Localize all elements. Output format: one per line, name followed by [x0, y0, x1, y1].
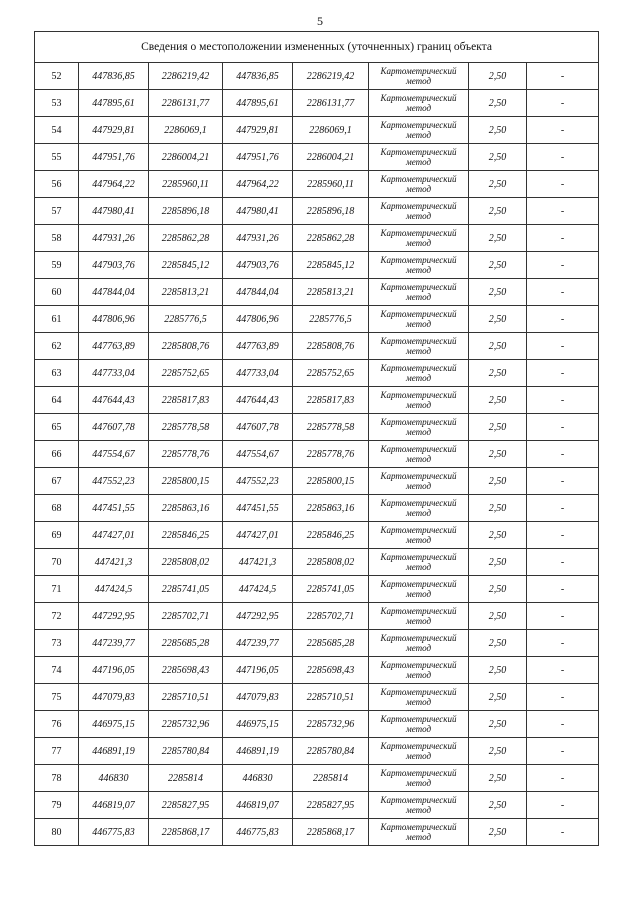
note-cell: -: [527, 792, 599, 819]
table-row: [35, 468, 599, 495]
method-cell: Картометрический метод: [369, 738, 469, 765]
accuracy-cell: 2,50: [469, 306, 527, 333]
table-row: [35, 657, 599, 684]
refined-x: 447552,23: [223, 468, 293, 495]
refined-y: 2285778,76: [293, 441, 369, 468]
existing-x: 447763,89: [79, 333, 149, 360]
accuracy-cell: 2,50: [469, 576, 527, 603]
method-cell: Картометрический метод: [369, 819, 469, 846]
method-cell: Картометрический метод: [369, 90, 469, 117]
point-number: 56: [35, 171, 79, 198]
accuracy-cell: 2,50: [469, 657, 527, 684]
table-row: [35, 279, 599, 306]
note-cell: -: [527, 333, 599, 360]
refined-y: 2285808,76: [293, 333, 369, 360]
method-cell: Картометрический метод: [369, 441, 469, 468]
note-cell: -: [527, 765, 599, 792]
method-cell: Картометрический метод: [369, 765, 469, 792]
existing-y: 2285862,28: [149, 225, 223, 252]
accuracy-cell: 2,50: [469, 684, 527, 711]
table-row: [35, 603, 599, 630]
existing-y: 2285846,25: [149, 522, 223, 549]
method-cell: Картометрический метод: [369, 495, 469, 522]
accuracy-cell: 2,50: [469, 360, 527, 387]
existing-y: 2286131,77: [149, 90, 223, 117]
refined-x: 447903,76: [223, 252, 293, 279]
existing-y: 2285800,15: [149, 468, 223, 495]
refined-x: 447554,67: [223, 441, 293, 468]
method-cell: Картометрический метод: [369, 279, 469, 306]
point-number: 75: [35, 684, 79, 711]
method-cell: Картометрический метод: [369, 684, 469, 711]
table-body: [35, 32, 599, 846]
refined-y: 2285698,43: [293, 657, 369, 684]
method-cell: Картометрический метод: [369, 225, 469, 252]
method-cell: Картометрический метод: [369, 549, 469, 576]
refined-y: 2285868,17: [293, 819, 369, 846]
accuracy-cell: 2,50: [469, 738, 527, 765]
refined-y: 2286131,77: [293, 90, 369, 117]
existing-x: 447644,43: [79, 387, 149, 414]
refined-x: 447427,01: [223, 522, 293, 549]
table-row: [35, 306, 599, 333]
accuracy-cell: 2,50: [469, 549, 527, 576]
note-cell: -: [527, 198, 599, 225]
refined-y: 2285863,16: [293, 495, 369, 522]
table-row: [35, 792, 599, 819]
table-row: [35, 549, 599, 576]
point-number: 77: [35, 738, 79, 765]
accuracy-cell: 2,50: [469, 171, 527, 198]
refined-y: 2285741,05: [293, 576, 369, 603]
accuracy-cell: 2,50: [469, 603, 527, 630]
point-number: 69: [35, 522, 79, 549]
refined-x: 446830: [223, 765, 293, 792]
accuracy-cell: 2,50: [469, 279, 527, 306]
refined-y: 2286219,42: [293, 63, 369, 90]
existing-y: 2286069,1: [149, 117, 223, 144]
table-row: [35, 144, 599, 171]
method-cell: Картометрический метод: [369, 117, 469, 144]
method-cell: Картометрический метод: [369, 576, 469, 603]
point-number: 64: [35, 387, 79, 414]
refined-y: 2285778,58: [293, 414, 369, 441]
method-cell: Картометрический метод: [369, 171, 469, 198]
accuracy-cell: 2,50: [469, 468, 527, 495]
refined-y: 2285800,15: [293, 468, 369, 495]
table-row: [35, 630, 599, 657]
refined-y: 2285752,65: [293, 360, 369, 387]
refined-y: 2285685,28: [293, 630, 369, 657]
existing-y: 2285752,65: [149, 360, 223, 387]
method-cell: Картометрический метод: [369, 522, 469, 549]
table-row: [35, 711, 599, 738]
table-row: [35, 738, 599, 765]
refined-y: 2285846,25: [293, 522, 369, 549]
point-number: 53: [35, 90, 79, 117]
refined-x: 447424,5: [223, 576, 293, 603]
existing-x: 447951,76: [79, 144, 149, 171]
refined-x: 447951,76: [223, 144, 293, 171]
point-number: 72: [35, 603, 79, 630]
existing-x: 447931,26: [79, 225, 149, 252]
existing-y: 2285863,16: [149, 495, 223, 522]
refined-x: 447929,81: [223, 117, 293, 144]
note-cell: -: [527, 279, 599, 306]
refined-x: 447763,89: [223, 333, 293, 360]
accuracy-cell: 2,50: [469, 63, 527, 90]
note-cell: -: [527, 63, 599, 90]
method-cell: Картометрический метод: [369, 360, 469, 387]
point-number: 70: [35, 549, 79, 576]
table-row: [35, 90, 599, 117]
method-cell: Картометрический метод: [369, 333, 469, 360]
refined-x: 447844,04: [223, 279, 293, 306]
existing-y: 2285960,11: [149, 171, 223, 198]
refined-y: 2286069,1: [293, 117, 369, 144]
point-number: 80: [35, 819, 79, 846]
existing-x: 447451,55: [79, 495, 149, 522]
method-cell: Картометрический метод: [369, 198, 469, 225]
refined-y: 2285702,71: [293, 603, 369, 630]
existing-x: 447929,81: [79, 117, 149, 144]
table-row: [35, 252, 599, 279]
refined-x: 446775,83: [223, 819, 293, 846]
method-cell: Картометрический метод: [369, 792, 469, 819]
page-number: 5: [317, 14, 323, 28]
existing-x: 447903,76: [79, 252, 149, 279]
method-cell: Картометрический метод: [369, 252, 469, 279]
note-cell: -: [527, 306, 599, 333]
existing-x: 447427,01: [79, 522, 149, 549]
refined-x: 447239,77: [223, 630, 293, 657]
existing-y: 2285685,28: [149, 630, 223, 657]
existing-x: 447964,22: [79, 171, 149, 198]
point-number: 78: [35, 765, 79, 792]
method-cell: Картометрический метод: [369, 144, 469, 171]
method-cell: Картометрический метод: [369, 657, 469, 684]
point-number: 66: [35, 441, 79, 468]
existing-y: 2285814: [149, 765, 223, 792]
table-row: [35, 117, 599, 144]
table-row: [35, 765, 599, 792]
existing-x: 447292,95: [79, 603, 149, 630]
point-number: 60: [35, 279, 79, 306]
note-cell: -: [527, 738, 599, 765]
existing-y: 2285780,84: [149, 738, 223, 765]
table-row: [35, 63, 599, 90]
table-row: [35, 522, 599, 549]
accuracy-cell: 2,50: [469, 792, 527, 819]
refined-x: 447196,05: [223, 657, 293, 684]
note-cell: -: [527, 657, 599, 684]
table-row: [35, 414, 599, 441]
table-row: [35, 171, 599, 198]
point-number: 74: [35, 657, 79, 684]
note-cell: -: [527, 441, 599, 468]
existing-x: 446775,83: [79, 819, 149, 846]
existing-x: 446830: [79, 765, 149, 792]
accuracy-cell: 2,50: [469, 522, 527, 549]
table-row: [35, 684, 599, 711]
existing-x: 447239,77: [79, 630, 149, 657]
existing-y: 2285698,43: [149, 657, 223, 684]
existing-y: 2285813,21: [149, 279, 223, 306]
refined-y: 2285776,5: [293, 306, 369, 333]
table-row: [35, 333, 599, 360]
existing-y: 2285732,96: [149, 711, 223, 738]
method-cell: Картометрический метод: [369, 387, 469, 414]
point-number: 67: [35, 468, 79, 495]
refined-x: 447607,78: [223, 414, 293, 441]
table-row: [35, 198, 599, 225]
refined-y: 2285813,21: [293, 279, 369, 306]
refined-x: 447644,43: [223, 387, 293, 414]
existing-x: 447554,67: [79, 441, 149, 468]
note-cell: -: [527, 360, 599, 387]
point-number: 55: [35, 144, 79, 171]
table-row: [35, 441, 599, 468]
table-row: [35, 576, 599, 603]
existing-x: 447421,3: [79, 549, 149, 576]
point-number: 54: [35, 117, 79, 144]
existing-y: 2285778,58: [149, 414, 223, 441]
accuracy-cell: 2,50: [469, 819, 527, 846]
refined-x: 446819,07: [223, 792, 293, 819]
note-cell: -: [527, 630, 599, 657]
note-cell: -: [527, 603, 599, 630]
accuracy-cell: 2,50: [469, 495, 527, 522]
accuracy-cell: 2,50: [469, 630, 527, 657]
accuracy-cell: 2,50: [469, 414, 527, 441]
existing-x: 447424,5: [79, 576, 149, 603]
existing-y: 2286004,21: [149, 144, 223, 171]
table-row: [35, 819, 599, 846]
point-number: 59: [35, 252, 79, 279]
point-number: 61: [35, 306, 79, 333]
existing-y: 2286219,42: [149, 63, 223, 90]
note-cell: -: [527, 549, 599, 576]
existing-x: 447836,85: [79, 63, 149, 90]
refined-y: 2285862,28: [293, 225, 369, 252]
table-title: Сведения о местоположении измененных (уточненных) границ объекта: [35, 32, 599, 63]
accuracy-cell: 2,50: [469, 387, 527, 414]
coordinates-table: [34, 31, 599, 846]
table-row: [35, 387, 599, 414]
point-number: 63: [35, 360, 79, 387]
refined-y: 2285780,84: [293, 738, 369, 765]
accuracy-cell: 2,50: [469, 252, 527, 279]
note-cell: -: [527, 144, 599, 171]
existing-y: 2285741,05: [149, 576, 223, 603]
point-number: 76: [35, 711, 79, 738]
existing-x: 447607,78: [79, 414, 149, 441]
note-cell: -: [527, 117, 599, 144]
point-number: 71: [35, 576, 79, 603]
refined-y: 2285710,51: [293, 684, 369, 711]
note-cell: -: [527, 171, 599, 198]
accuracy-cell: 2,50: [469, 198, 527, 225]
note-cell: -: [527, 387, 599, 414]
note-cell: -: [527, 819, 599, 846]
refined-x: 446891,19: [223, 738, 293, 765]
note-cell: -: [527, 468, 599, 495]
existing-y: 2285817,83: [149, 387, 223, 414]
refined-y: 2285814: [293, 765, 369, 792]
accuracy-cell: 2,50: [469, 333, 527, 360]
refined-y: 2285808,02: [293, 549, 369, 576]
existing-y: 2285808,02: [149, 549, 223, 576]
accuracy-cell: 2,50: [469, 711, 527, 738]
existing-y: 2285776,5: [149, 306, 223, 333]
method-cell: Картометрический метод: [369, 630, 469, 657]
point-number: 79: [35, 792, 79, 819]
refined-y: 2286004,21: [293, 144, 369, 171]
method-cell: Картометрический метод: [369, 468, 469, 495]
accuracy-cell: 2,50: [469, 90, 527, 117]
accuracy-cell: 2,50: [469, 441, 527, 468]
accuracy-cell: 2,50: [469, 225, 527, 252]
existing-x: 447980,41: [79, 198, 149, 225]
existing-y: 2285778,76: [149, 441, 223, 468]
existing-y: 2285896,18: [149, 198, 223, 225]
note-cell: -: [527, 414, 599, 441]
refined-y: 2285845,12: [293, 252, 369, 279]
existing-x: 447806,96: [79, 306, 149, 333]
existing-y: 2285827,95: [149, 792, 223, 819]
note-cell: -: [527, 522, 599, 549]
point-number: 52: [35, 63, 79, 90]
accuracy-cell: 2,50: [469, 765, 527, 792]
accuracy-cell: 2,50: [469, 117, 527, 144]
point-number: 62: [35, 333, 79, 360]
existing-x: 446819,07: [79, 792, 149, 819]
existing-x: 447844,04: [79, 279, 149, 306]
refined-x: 447836,85: [223, 63, 293, 90]
method-cell: Картометрический метод: [369, 711, 469, 738]
existing-x: 447552,23: [79, 468, 149, 495]
note-cell: -: [527, 495, 599, 522]
accuracy-cell: 2,50: [469, 144, 527, 171]
note-cell: -: [527, 225, 599, 252]
note-cell: -: [527, 90, 599, 117]
note-cell: -: [527, 252, 599, 279]
point-number: 57: [35, 198, 79, 225]
existing-x: 447733,04: [79, 360, 149, 387]
refined-x: 447292,95: [223, 603, 293, 630]
table-title-row: [35, 32, 599, 63]
point-number: 68: [35, 495, 79, 522]
existing-x: 447895,61: [79, 90, 149, 117]
existing-y: 2285808,76: [149, 333, 223, 360]
point-number: 58: [35, 225, 79, 252]
existing-y: 2285710,51: [149, 684, 223, 711]
point-number: 73: [35, 630, 79, 657]
table-row: [35, 495, 599, 522]
refined-y: 2285896,18: [293, 198, 369, 225]
refined-x: 447421,3: [223, 549, 293, 576]
existing-x: 447196,05: [79, 657, 149, 684]
existing-y: 2285868,17: [149, 819, 223, 846]
refined-y: 2285732,96: [293, 711, 369, 738]
refined-x: 447806,96: [223, 306, 293, 333]
refined-x: 447733,04: [223, 360, 293, 387]
existing-x: 446975,15: [79, 711, 149, 738]
method-cell: Картометрический метод: [369, 414, 469, 441]
existing-y: 2285702,71: [149, 603, 223, 630]
refined-y: 2285960,11: [293, 171, 369, 198]
refined-x: 446975,15: [223, 711, 293, 738]
point-number: 65: [35, 414, 79, 441]
refined-y: 2285827,95: [293, 792, 369, 819]
note-cell: -: [527, 684, 599, 711]
refined-x: 447980,41: [223, 198, 293, 225]
table-row: [35, 360, 599, 387]
note-cell: -: [527, 576, 599, 603]
note-cell: -: [527, 711, 599, 738]
existing-x: 447079,83: [79, 684, 149, 711]
existing-x: 446891,19: [79, 738, 149, 765]
refined-x: 447931,26: [223, 225, 293, 252]
refined-y: 2285817,83: [293, 387, 369, 414]
method-cell: Картометрический метод: [369, 306, 469, 333]
refined-x: 447964,22: [223, 171, 293, 198]
refined-x: 447895,61: [223, 90, 293, 117]
refined-x: 447079,83: [223, 684, 293, 711]
refined-x: 447451,55: [223, 495, 293, 522]
table-row: [35, 225, 599, 252]
method-cell: Картометрический метод: [369, 603, 469, 630]
existing-y: 2285845,12: [149, 252, 223, 279]
method-cell: Картометрический метод: [369, 63, 469, 90]
